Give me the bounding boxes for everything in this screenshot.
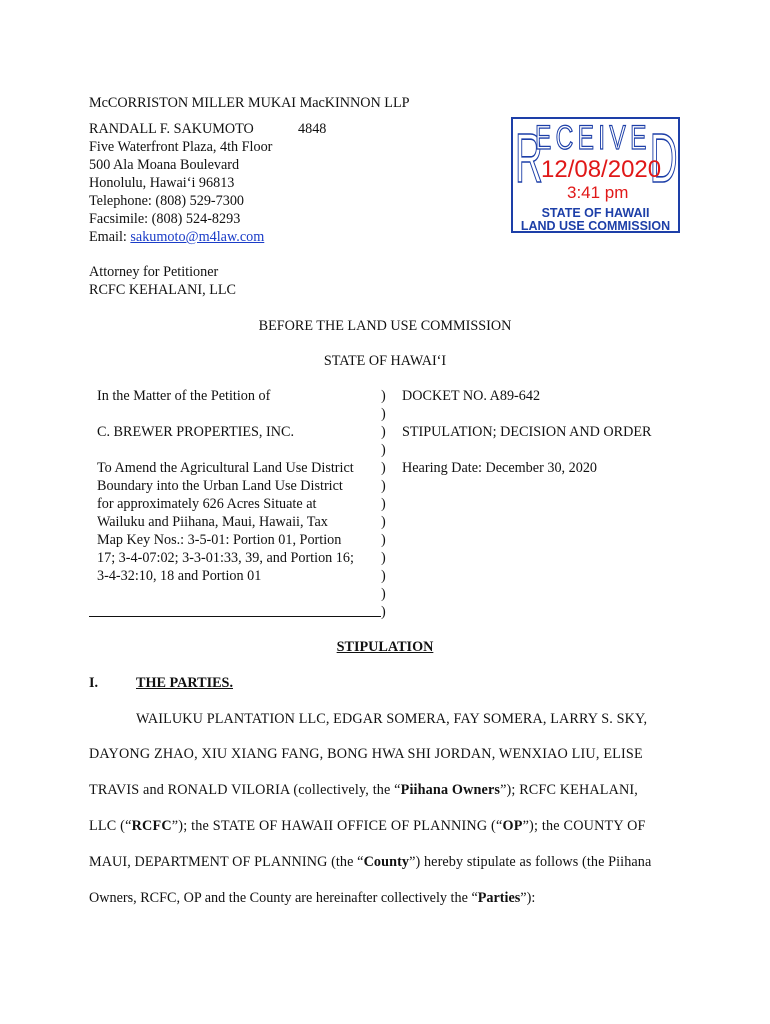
defined-term-piihana-owners: Piihana Owners [400,782,501,798]
court-line-2: STATE OF HAWAI‘I [323,353,447,369]
caption-paren: ) [381,406,386,422]
stamp-time: 3:41 pm [567,183,629,202]
docket-number: DOCKET NO. A89-642 [402,388,541,404]
text-run: ”); RCFC KEHALANI, [500,782,638,798]
address-city: Honolulu, Hawai‘i 96813 [89,175,235,191]
email-label: Email: [89,229,131,245]
attorney-name: RANDALL F. SAKUMOTO [89,121,254,137]
caption-paren: ) [381,568,386,584]
facsimile: Facsimile: (808) 524-8293 [89,211,241,227]
caption-line-5: To Amend the Agricultural Land Use District [97,460,354,476]
text-run: ”); the COUNTY OF [522,818,646,834]
defined-term-county: County [363,854,410,870]
text-run: ”): [520,890,536,906]
telephone: Telephone: (808) 529-7300 [89,193,245,209]
defined-term-parties: Parties [477,890,521,906]
stamp-d-letter: D [650,119,678,197]
defined-term-rcfc: RCFC [131,818,172,834]
caption-rule [89,616,381,617]
caption-line-11: 3-4-32:10, 18 and Portion 01 [97,568,262,584]
caption-paren: ) [381,460,386,476]
text-run: TRAVIS and RONALD VILORIA (collectively, the “ [89,782,401,798]
caption-paren: ) [381,388,386,404]
paragraph-line-2: DAYONG ZHAO, XIU XIANG FANG, BONG HWA SHI JORDAN, WENXIAO LIU, ELISE [89,746,643,762]
firm-name: McCORRISTON MILLER MUKAI MacKINNON LLP [89,95,410,111]
caption-paren: ) [381,532,386,548]
caption-line-9: Map Key Nos.: 3-5-01: Portion 01, Portion [97,532,342,548]
stamp-date: 12/08/2020 [541,156,662,183]
court-line-1: BEFORE THE LAND USE COMMISSION [258,318,512,334]
attorney-number: 4848 [298,121,327,137]
caption-paren: ) [381,424,386,440]
caption-line-1: In the Matter of the Petition of [97,388,271,404]
hearing-date: Hearing Date: December 30, 2020 [402,460,598,476]
stamp-state: STATE OF HAWAII [541,206,650,220]
caption-line-7: for approximately 626 Acres Situate at [97,496,317,512]
attorney-for: Attorney for Petitioner [89,264,219,280]
caption-paren: ) [381,604,386,620]
caption-paren: ) [381,586,386,602]
section-number: I. [89,675,99,691]
caption-paren: ) [381,514,386,530]
caption-paren: ) [381,478,386,494]
caption-line-10: 17; 3-4-07:02; 3-3-01:33, 39, and Portion 16; [97,550,354,566]
client-name: RCFC KEHALANI, LLC [89,282,237,298]
received-stamp [511,117,680,233]
text-run: Owners, RCFC, OP and the County are hereinafter collectively the “ [89,890,478,906]
caption-paren: ) [381,550,386,566]
caption-line-6: Boundary into the Urban Land Use District [97,478,343,494]
document-title: STIPULATION; DECISION AND ORDER [402,424,652,440]
caption-paren: ) [381,442,386,458]
address-line-2: 500 Ala Moana Boulevard [89,157,240,173]
text-run: LLC (“ [89,818,132,834]
caption-line-8: Wailuku and Piihana, Maui, Hawaii, Tax [97,514,328,530]
email-link[interactable]: sakumoto@m4law.com [130,229,265,245]
text-run: MAUI, DEPARTMENT OF PLANNING (the “ [89,854,364,870]
address-line-1: Five Waterfront Plaza, 4th Floor [89,139,273,155]
caption-line-3: C. BREWER PROPERTIES, INC. [97,424,295,440]
caption-paren: ) [381,496,386,512]
section-title: THE PARTIES. [136,675,233,691]
stipulation-heading: STIPULATION [336,639,434,655]
email-line [89,228,264,246]
text-run: ”) hereby stipulate as follows (the Piihana [409,854,652,870]
paragraph-line-1: WAILUKU PLANTATION LLC, EDGAR SOMERA, FAY SOMERA, LARRY S. SKY, [136,711,648,727]
stamp-commission: LAND USE COMMISSION [520,219,671,233]
stamp-r-letter: R [515,119,543,197]
paragraph-line-5 [89,853,651,871]
paragraph-line-3 [89,781,638,799]
stamp-eceive: ECEIVE [535,119,651,157]
text-run: ”); the STATE OF HAWAII OFFICE OF PLANNING (“ [171,818,503,834]
paragraph-line-4 [89,817,646,835]
defined-term-op: OP [502,818,523,834]
paragraph-line-6 [89,889,535,907]
